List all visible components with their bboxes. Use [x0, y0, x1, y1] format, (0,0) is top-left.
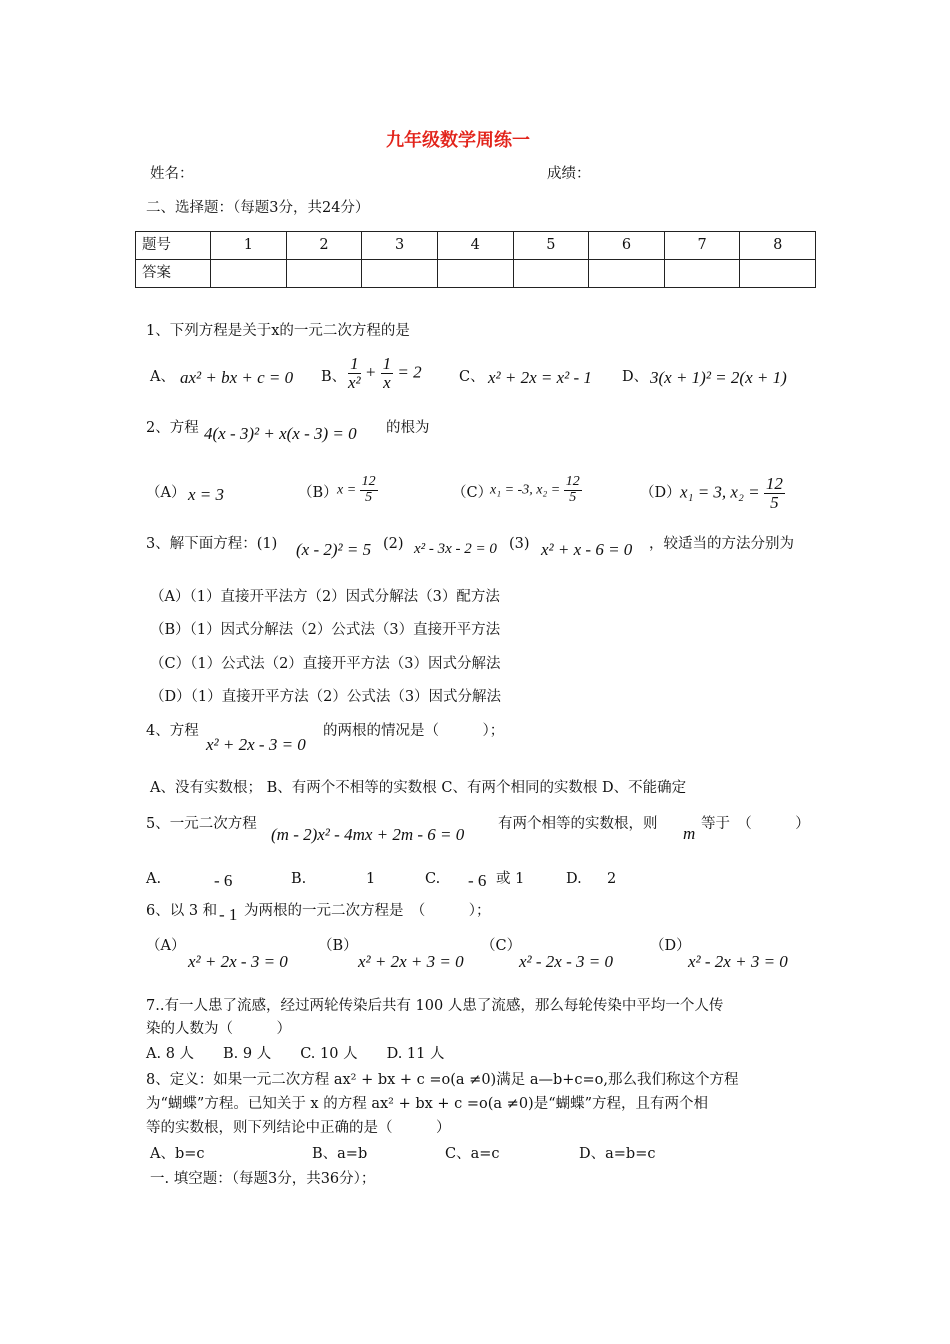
answer-cell-1[interactable] — [211, 260, 287, 288]
q1-a-label: A、 — [150, 369, 175, 385]
q1-b-frac1 — [348, 355, 361, 392]
q2-d-label: （D） — [640, 485, 681, 501]
q2-b-pre: x = — [337, 482, 357, 498]
answer-cell-5[interactable] — [513, 260, 589, 288]
q2-d-num: 12 — [765, 474, 783, 493]
q3-option-d: （D）（1）直接开平方法（2）公式法（3）因式分解法 — [150, 689, 502, 705]
section-choice-heading: 二、选择题：（每题3分，共24分） — [146, 200, 370, 216]
q1-b-den2: x — [383, 372, 391, 392]
q2-c-frac — [564, 475, 582, 505]
q5-a-label: A. — [146, 871, 162, 887]
q2-a-label: （A） — [146, 485, 186, 501]
q4-stem-post: 的两根的情况是（ ）； — [323, 723, 505, 739]
table-row-answers — [136, 260, 816, 288]
page-title: 九年级数学周练一 — [386, 130, 530, 151]
q3-eq3: x² + x - 6 = 0 — [541, 540, 633, 559]
answer-cell-2[interactable] — [286, 260, 362, 288]
answer-cell-8[interactable] — [740, 260, 816, 288]
q2-b-expr — [337, 475, 378, 505]
q5-b-val: 1 — [366, 871, 376, 887]
q3-option-b: （B）（1）因式分解法（2）公式法（3）直接开平方法 — [150, 622, 501, 638]
q2-c-label: （C） — [452, 485, 493, 501]
q8-option-a: A、b=c — [150, 1146, 205, 1162]
q1-b-num2: 1 — [382, 354, 392, 373]
table-col-2: 2 — [286, 232, 362, 260]
q7-line1: 7..有一人患了流感，经过两轮传染后共有 100 人患了流感，那么每轮传染中平均一个人传 — [146, 998, 724, 1014]
q6-a-label: （A） — [146, 938, 186, 954]
table-header-answer: 答案 — [136, 260, 211, 288]
q2-expr: 4(x - 3)² + x(x - 3) = 0 — [204, 424, 357, 443]
table-col-1: 1 — [211, 232, 287, 260]
q3-p2: (2) — [383, 536, 404, 552]
q2-d-frac — [764, 475, 785, 512]
q5-c-label: C. — [425, 871, 441, 887]
q5-d-label: D. — [566, 871, 582, 887]
answer-cell-7[interactable] — [664, 260, 740, 288]
q2-stem-pre: 2、方程 — [146, 420, 199, 436]
q6-stem-pre: 6、以 3 和 — [146, 903, 218, 919]
q8-line1: 8、定义：如果一元二次方程 ax² + bx + c =o(a ≠0)满足 a—b+c=o,那么我们称这个方程 — [146, 1072, 739, 1088]
answer-cell-3[interactable] — [362, 260, 438, 288]
q6-d-expr: x² - 2x + 3 = 0 — [688, 952, 788, 971]
q8-option-b: B、a=b — [312, 1146, 368, 1162]
q5-var: m — [683, 824, 696, 843]
q1-a-expr: ax² + bx + c = 0 — [180, 368, 294, 387]
q6-b-expr: x² + 2x + 3 = 0 — [358, 952, 464, 971]
q5-b-label: B. — [291, 871, 307, 887]
table-col-6: 6 — [589, 232, 665, 260]
q1-c-label: C、 — [459, 369, 485, 385]
q2-b-num: 12 — [361, 474, 376, 489]
q1-d-label: D、 — [622, 369, 649, 385]
q7-options: A. 8 人 B. 9 人 C. 10 人 D. 11 人 — [146, 1046, 445, 1062]
q6-c-expr: x² - 2x - 3 = 0 — [519, 952, 613, 971]
table-col-5: 5 — [513, 232, 589, 260]
q4-expr: x² + 2x - 3 = 0 — [206, 735, 306, 754]
q5-stem-pre: 5、一元二次方程 — [146, 816, 257, 832]
q2-stem-post: 的根为 — [386, 420, 430, 436]
q3-option-c: （C）（1）公式法（2）直接开平方法（3）因式分解法 — [150, 656, 501, 672]
q6-c-label: （C） — [481, 938, 522, 954]
q6-stem-post: 为两根的一元二次方程是 （ ）； — [244, 903, 491, 919]
q2-c-pre: x₁ = -3, x₂ = — [490, 482, 561, 498]
table-col-3: 3 — [362, 232, 438, 260]
q5-c-post: 或 1 — [496, 871, 525, 887]
q5-stem-post: 等于 （ ） — [701, 816, 810, 832]
q1-b-plus: + — [364, 362, 377, 382]
q5-stem-mid: 有两个相等的实数根，则 — [498, 816, 658, 832]
q4-stem-pre: 4、方程 — [146, 723, 199, 739]
q5-a-val: - 6 — [214, 871, 233, 890]
table-header-number: 题号 — [136, 232, 211, 260]
q8-line2: 为“蝴蝶”方程。已知关于 x 的方程 ax² + bx + c =o(a ≠0)是“蝴蝶”方程，且有两个相 — [146, 1096, 709, 1112]
q2-c-den: 5 — [569, 489, 577, 505]
answer-table — [135, 231, 816, 288]
q3-option-a: （A）（1）直接开平法方（2）因式分解法（3）配方法 — [150, 589, 500, 605]
q3-stem-post: ，较适当的方法分别为 — [649, 536, 794, 552]
answer-cell-6[interactable] — [589, 260, 665, 288]
q3-p3: (3) — [509, 536, 530, 552]
q1-c-expr: x² + 2x = x² - 1 — [488, 368, 592, 387]
q5-expr: (m - 2)x² - 4mx + 2m - 6 = 0 — [271, 825, 465, 844]
q2-d-den: 5 — [770, 492, 779, 512]
q3-stem-pre: 3、解下面方程：(1) — [146, 536, 278, 552]
q2-a-expr: x = 3 — [188, 485, 225, 504]
q6-val: - 1 — [219, 905, 238, 924]
table-col-4: 4 — [437, 232, 513, 260]
table-col-7: 7 — [664, 232, 740, 260]
q2-d-pre: x₁ = 3, x₂ = — [680, 482, 760, 502]
q8-line3: 等的实数根，则下列结论中正确的是（ ） — [146, 1120, 451, 1136]
q7-line2: 染的人数为（ ） — [146, 1021, 291, 1037]
q3-eq1: (x - 2)² = 5 — [296, 540, 372, 559]
q2-d-expr — [680, 475, 785, 512]
q1-b-rest: = 2 — [397, 362, 422, 382]
q6-a-expr: x² + 2x - 3 = 0 — [188, 952, 288, 971]
q8-option-d: D、a=b=c — [579, 1146, 656, 1162]
section-fill-heading: 一. 填空题：（每题3分，共36分）； — [150, 1171, 376, 1187]
q1-d-expr: 3(x + 1)² = 2(x + 1) — [650, 368, 787, 387]
answer-cell-4[interactable] — [437, 260, 513, 288]
q1-stem: 1、下列方程是关于x的一元二次方程的是 — [146, 323, 410, 339]
q1-b-num1: 1 — [348, 355, 361, 374]
q4-options: A、没有实数根； B、有两个不相等的实数根 C、有两个相同的实数根 D、不能确定 — [150, 780, 687, 796]
q1-b-label: B、 — [321, 369, 347, 385]
q2-c-num: 12 — [565, 474, 580, 489]
q1-b-frac2 — [381, 355, 394, 392]
name-label: 姓名： — [150, 166, 194, 182]
table-col-8: 8 — [740, 232, 816, 260]
score-label: 成绩： — [547, 166, 591, 182]
q6-b-label: （B） — [318, 938, 358, 954]
q6-d-label: （D） — [650, 938, 691, 954]
q3-eq2: x² - 3x - 2 = 0 — [414, 541, 497, 557]
q1-b-den1: x² — [348, 372, 361, 392]
q2-b-den: 5 — [365, 489, 373, 505]
q2-b-label: （B） — [298, 485, 338, 501]
q8-option-c: C、a=c — [445, 1146, 500, 1162]
q5-c-val: - 6 — [468, 871, 487, 890]
q2-c-expr — [490, 475, 582, 505]
q2-b-frac — [360, 475, 378, 505]
table-row-numbers — [136, 232, 816, 260]
q5-d-val: 2 — [607, 871, 617, 887]
q1-b-expr — [348, 355, 422, 392]
